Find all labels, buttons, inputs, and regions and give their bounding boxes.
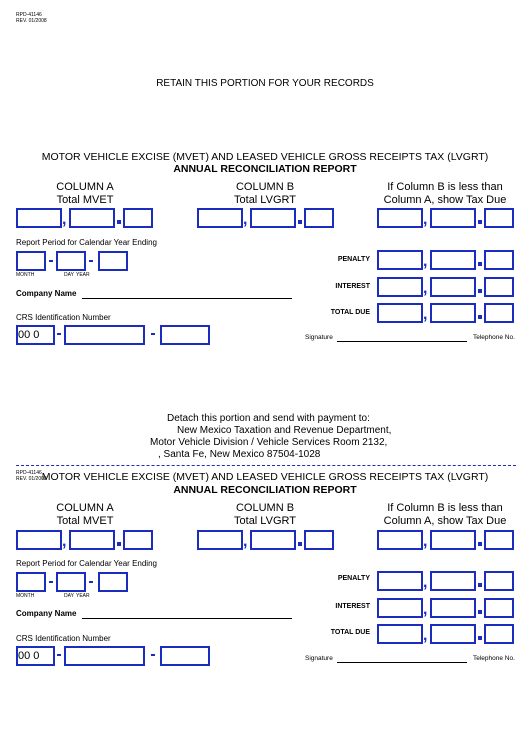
interest-label: INTEREST [335, 283, 370, 290]
form-revision-2: REV. 01/2008 [16, 476, 47, 482]
company-name-label: Company Name [16, 289, 77, 298]
signature-label-2: Signature [305, 655, 333, 662]
retain-notice: RETAIN THIS PORTION FOR YOUR RECORDS [156, 78, 374, 89]
year-label: YEAR [76, 272, 90, 278]
column-b-heading: COLUMN B Total LVGRT [234, 181, 296, 206]
column-a-heading-2: COLUMN A Total MVET [56, 502, 114, 527]
detach-instructions: Detach this portion and send with payment to: New Mexico Taxation and Revenue Department, Motor Vehicle Division / Vehicle Services Room 2132, , Santa Fe, New Mexico 87504-1028 [150, 413, 392, 460]
month-label: MONTH [16, 272, 35, 278]
report-period-label-2: Report Period for Calendar Year Ending [16, 559, 157, 568]
form-number-2: RPD-41146 [16, 470, 42, 476]
form-title: MOTOR VEHICLE EXCISE (MVET) AND LEASED VEHICLE GROSS RECEIPTS TAX (LVGRT) [41, 151, 489, 163]
total-due-label-2: TOTAL DUE [330, 629, 370, 636]
year-label-2: YEAR [76, 593, 90, 599]
form-revision: REV. 01/2008 [16, 18, 47, 24]
form-number: RPD-41146 [16, 12, 42, 18]
penalty-label-2: PENALTY [337, 575, 370, 582]
company-name-field-2[interactable] [82, 618, 292, 619]
crs-id-label-2: CRS Identification Number [16, 634, 111, 643]
day-label: DAY [64, 272, 74, 278]
form-subtitle-2: ANNUAL RECONCILIATION REPORT [173, 484, 357, 496]
interest-label-2: INTEREST [335, 603, 370, 610]
telephone-label: Telephone No. [473, 334, 515, 341]
form-title-2: MOTOR VEHICLE EXCISE (MVET) AND LEASED VEHICLE GROSS RECEIPTS TAX (LVGRT) [41, 471, 489, 483]
company-name-field[interactable] [82, 298, 292, 299]
column-c-heading-2: If Column B is less than Column A, show Tax Due [383, 502, 507, 527]
telephone-label-2: Telephone No. [473, 655, 515, 662]
crs-id-label: CRS Identification Number [16, 313, 111, 322]
column-c-heading: If Column B is less than Column A, show Tax Due [383, 181, 507, 206]
total-due-label: TOTAL DUE [330, 309, 370, 316]
report-period-label: Report Period for Calendar Year Ending [16, 238, 157, 247]
day-label-2: DAY [64, 593, 74, 599]
column-b-heading-2: COLUMN B Total LVGRT [234, 502, 296, 527]
company-name-label-2: Company Name [16, 609, 77, 618]
month-label-2: MONTH [16, 593, 35, 599]
penalty-label: PENALTY [337, 256, 370, 263]
signature-label: Signature [305, 334, 333, 341]
column-a-heading: COLUMN A Total MVET [56, 181, 114, 206]
form-subtitle: ANNUAL RECONCILIATION REPORT [173, 163, 357, 175]
signature-field-2[interactable] [337, 662, 467, 663]
signature-field[interactable] [337, 341, 467, 342]
detach-line [16, 465, 516, 466]
